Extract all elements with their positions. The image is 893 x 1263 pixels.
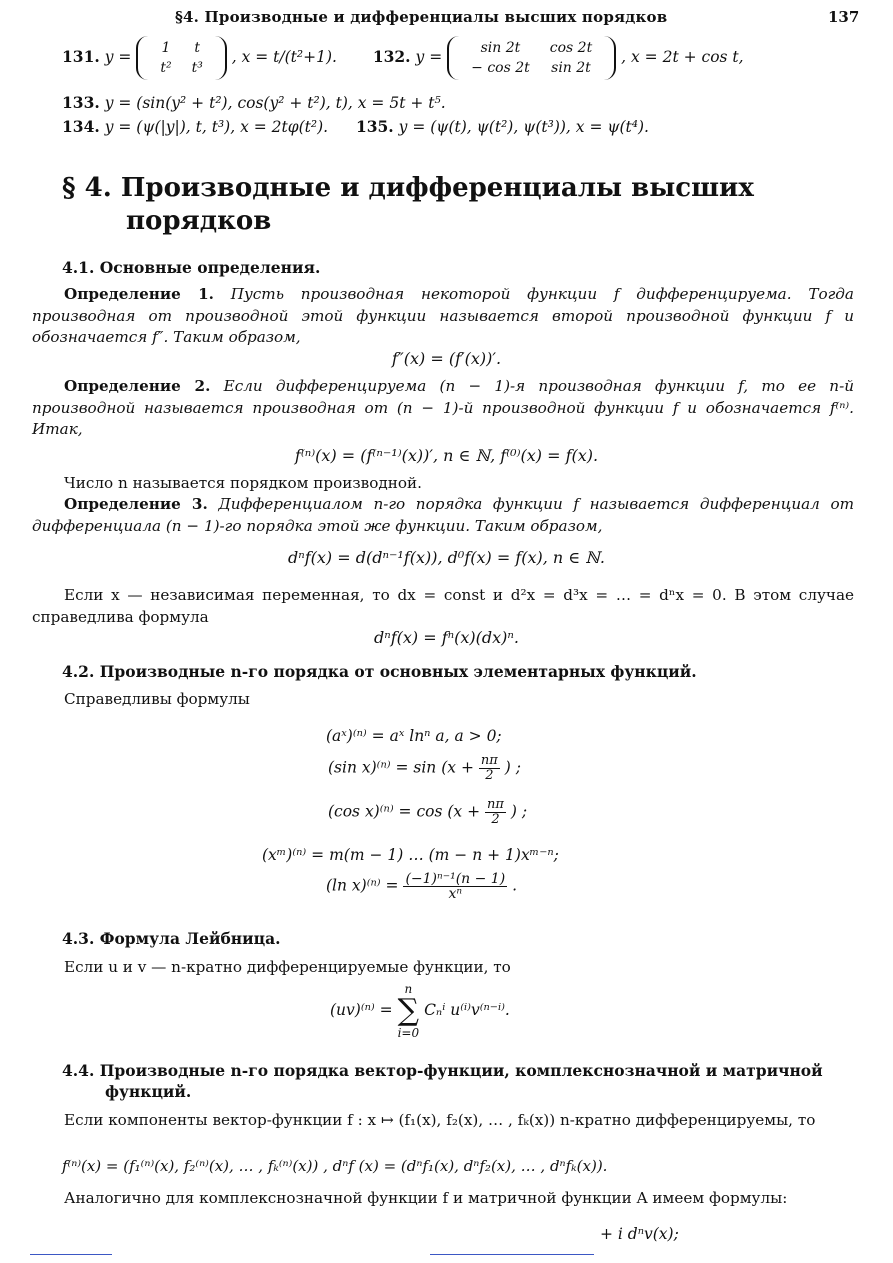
exercise-row-133 [62, 93, 446, 112]
formula-cosine [328, 798, 527, 827]
section-title [62, 172, 754, 238]
exercise-134-body: y = (ψ(|y|), t, t³), x = 2tφ(t²). [104, 118, 329, 136]
page-number: 137 [828, 8, 860, 26]
definition-1-formula: f″(x) = (f′(x))′. [391, 349, 502, 368]
exercise-133-body: y = (sin(y² + t²), cos(y² + t²), t), x = 5t + t⁵. [104, 94, 446, 112]
section-title-line-2: порядков [126, 206, 272, 236]
definition-3-text: Дифференциалом n-го порядка функции f называется дифференциал от дифференциала (n − 1)-го порядка этой же функции. Таким образом, [32, 495, 854, 535]
matrix-132 [447, 36, 616, 80]
independent-variable-note [32, 585, 854, 628]
exercise-132-tail: , x = 2t + cos t, [621, 48, 744, 66]
definition-2-text: Если дифференцируема (n − 1)-я производная функции f, то ее n-й производной называется производная от (n − 1)-й производной функции f и обозначается f⁽ⁿ⁾. Итак, [32, 377, 855, 438]
formula-log-fraction: $\frac{\text{(−1)ⁿ⁻¹(n − 1)}}{\text{xⁿ}}$ [405, 871, 506, 902]
partial-formula: + i dⁿv(x); [600, 1225, 679, 1243]
exercise-131-tail: , x = t/(t²+1). [231, 48, 337, 66]
exercise-number-135: 135. [355, 117, 394, 136]
matrix-cell: t² [160, 60, 172, 76]
subsection-4-4-title [62, 1060, 823, 1102]
exercise-number-134: 134. [62, 117, 100, 136]
fraction-n-pi-over-2: $\frac{n\pi}{2}$ [480, 753, 498, 783]
matrix-cell: sin 2t [551, 60, 591, 76]
definition-1-label: Определение 1. [64, 285, 214, 303]
sum-symbol: n ∑ i=0 [397, 982, 420, 1040]
definition-2-formula: f⁽ⁿ⁾(x) = (f⁽ⁿ⁻¹⁾(x))′, n ∈ ℕ, f⁽⁰⁾(x) = f(x). [294, 446, 599, 465]
formula-exponential: (aˣ)⁽ⁿ⁾ = aˣ lnⁿ a, a > 0; [326, 727, 502, 745]
definition-2 [32, 376, 854, 441]
leibniz-intro-text: Если u и v — n-кратно дифференцируемые функции, то [64, 958, 511, 976]
vector-function-text: Если компоненты вектор-функции f : x ↦ (f₁(x), f₂(x), … , fₖ(x)) n-кратно дифференцируемы, то [64, 1111, 816, 1129]
definition-2-label: Определение 2. [64, 377, 211, 395]
analog-note [32, 1188, 854, 1210]
running-header: §4. Производные и дифференциалы высших порядков [175, 8, 668, 26]
definition-3-label: Определение 3. [64, 495, 208, 513]
definition-3-formula: dⁿf(x) = d(dⁿ⁻¹f(x)), d⁰f(x) = f(x), n ∈ ℕ. [288, 548, 605, 567]
matrix-131 [136, 36, 227, 80]
leibniz-formula [330, 982, 510, 1040]
formula-power: (xᵐ)⁽ⁿ⁾ = m(m − 1) … (m − n + 1)xᵐ⁻ⁿ; [262, 846, 559, 864]
matrix-cell: cos 2t [549, 40, 593, 56]
formula-log-left: (ln x)⁽ⁿ⁾ = [326, 876, 399, 895]
formula-cosine-left: (cos x)⁽ⁿ⁾ = cos [328, 802, 443, 821]
vector-function-intro [32, 1110, 854, 1132]
section-title-line-1: § 4. Производные и дифференциалы высших [62, 173, 754, 203]
definition-1-text: Пусть производная некоторой функции f дифференцируема. Тогда производная от производной этой функции называется второй производной функции f и обозначается f″. Таким образом, [32, 285, 854, 346]
matrix-cell: − cos 2t [471, 60, 530, 76]
exercise-number-131: 131. [62, 47, 100, 66]
formula-log [326, 872, 517, 901]
exercise-number-132: 132. [372, 47, 411, 66]
formula-sine-open: (x + [441, 758, 474, 777]
matrix-cell: sin 2t [480, 40, 521, 56]
exercise-row-134-135 [62, 117, 649, 136]
independent-variable-formula: dⁿf(x) = fⁿ(x)(dx)ⁿ. [374, 628, 519, 647]
vector-function-formula: f⁽ⁿ⁾(x) = (f₁⁽ⁿ⁾(x), f₂⁽ⁿ⁾(x), … , fₖ⁽ⁿ⁾(x)) , dⁿf (x) = (dⁿf₁(x), dⁿf₂(x), … , dⁿfₖ(x)). [62, 1157, 608, 1175]
leibniz-intro [32, 957, 854, 979]
subsection-4-2-title: 4.2. Производные n-го порядка от основных элементарных функций. [62, 662, 697, 681]
formula-sine-close: ) ; [504, 758, 521, 777]
order-note [32, 473, 854, 495]
bottom-rule-left [30, 1254, 112, 1255]
leibniz-left: (uv)⁽ⁿ⁾ = [330, 1001, 393, 1019]
formula-log-end: . [512, 876, 518, 895]
formula-sine [328, 754, 521, 783]
fraction-n-pi-over-2: $\frac{n\pi}{2}$ [487, 797, 504, 827]
matrix-cell: 1 [161, 40, 171, 56]
analog-note-text: Аналогично для комплекснозначной функции f и матричной функции A имеем формулы: [64, 1189, 788, 1207]
formula-cosine-open: (x + [447, 802, 481, 821]
matrix-cell: t [194, 40, 200, 56]
matrix-cell: t³ [191, 60, 203, 76]
subsection-4-1-title: 4.1. Основные определения. [62, 258, 321, 277]
formula-sine-left: (sin x)⁽ⁿ⁾ = sin [328, 758, 437, 777]
exercise-135-body: y = (ψ(t), ψ(t²), ψ(t³)), x = ψ(t⁴). [398, 118, 649, 136]
exercise-row-131-132: 131. y = 1 t t² t³ , x = t/(t²+1). 132. y = sin 2t cos 2t − cos 2t sin 2t , x = 2t + cos t, [62, 36, 744, 80]
formulas-intro [32, 689, 854, 711]
order-note-text: Число n называется порядком производной. [64, 474, 422, 492]
leibniz-right: Cₙⁱ u⁽ⁱ⁾v⁽ⁿ⁻ⁱ⁾. [424, 1001, 510, 1019]
subsection-4-3-title: 4.3. Формула Лейбница. [62, 929, 281, 948]
subsection-4-4-title-line-2: функций. [105, 1082, 192, 1101]
exercise-number-133: 133. [62, 93, 100, 112]
formula-cosine-close: ) ; [510, 802, 528, 821]
definition-1 [32, 284, 854, 349]
definition-3 [32, 494, 854, 537]
independent-variable-text: Если x — независимая переменная, то dx = const и d²x = d³x = … = dⁿx = 0. В этом случае справедлива формула [32, 586, 854, 626]
formulas-intro-text: Справедливы формулы [64, 690, 250, 708]
subsection-4-4-title-line-1: 4.4. Производные n-го порядка вектор-функции, комплекснозначной и матричной [62, 1061, 823, 1080]
bottom-rule-right [430, 1254, 594, 1255]
